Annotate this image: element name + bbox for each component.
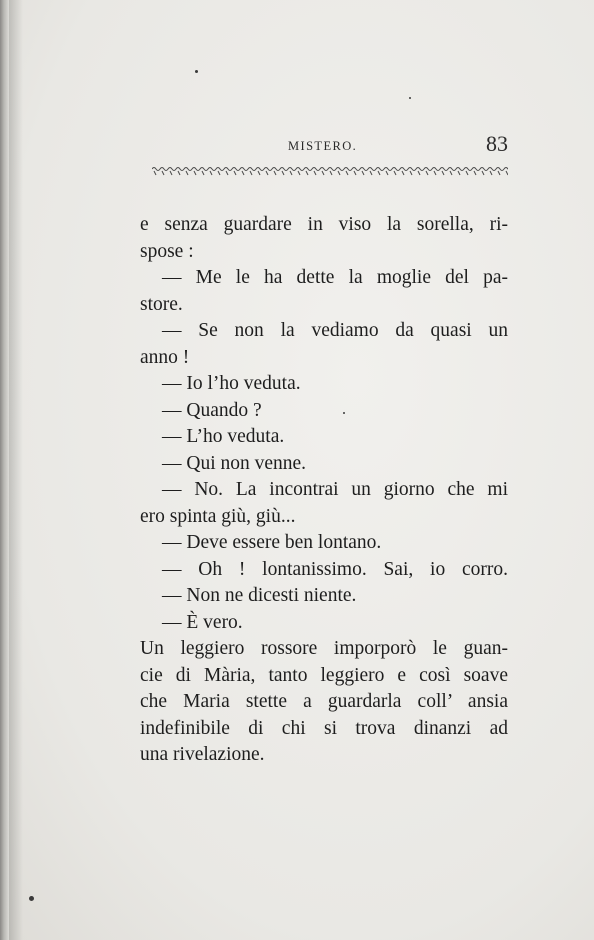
text-line: — Non ne dicesti niente.: [162, 585, 357, 606]
running-title: MISTERO.: [288, 139, 358, 153]
text-line: e senza guardare in viso la sorella, ri-: [140, 214, 508, 235]
text-line: — L’ho veduta.: [162, 426, 285, 447]
text-line: indefinibile di chi si trova dinanzi ad: [140, 717, 508, 739]
text-body: [140, 212, 508, 769]
text-line: — Qui non venne.: [162, 452, 307, 474]
text-line: — Me le ha dette la moglie del pa-: [162, 267, 508, 288]
page-header: [140, 131, 510, 158]
text-line: — È vero.: [162, 611, 243, 633]
decorative-rule: [152, 166, 508, 176]
text-line: Un leggiero rossore imporporò le guan-: [140, 638, 508, 659]
ornament-pattern: [152, 166, 508, 176]
text-line: — No. La incontrai un giorno che mi: [162, 479, 508, 500]
paper-speck: [343, 412, 345, 414]
page-number: 83: [486, 131, 508, 156]
ornament-stroke: [152, 168, 508, 176]
text-line: che Maria stette a guardarla coll’ ansia: [140, 691, 508, 712]
text-line: ero spinta giù, giù...: [140, 505, 296, 527]
text-line: — Se non la vediamo da quasi un: [162, 320, 508, 341]
text-line: una rivelazione.: [140, 744, 265, 765]
book-spine-edge: [0, 0, 9, 940]
paper-speck: [29, 896, 34, 901]
text-line: — Oh ! lontanissimo. Sai, io corro.: [162, 558, 508, 580]
text-line: — Io l’ho veduta.: [162, 373, 301, 394]
text-line: spose :: [140, 240, 194, 262]
text-line: cie di Mària, tanto leggiero e così soave: [140, 664, 508, 686]
paper-speck: [409, 97, 411, 99]
text-line: — Quando ?: [162, 399, 262, 421]
paper-speck: [195, 70, 198, 73]
text-line: — Deve essere ben lontano.: [162, 532, 382, 553]
text-line: anno !: [140, 346, 190, 368]
text-line: store.: [140, 293, 183, 315]
spine-shadow: [9, 0, 23, 940]
